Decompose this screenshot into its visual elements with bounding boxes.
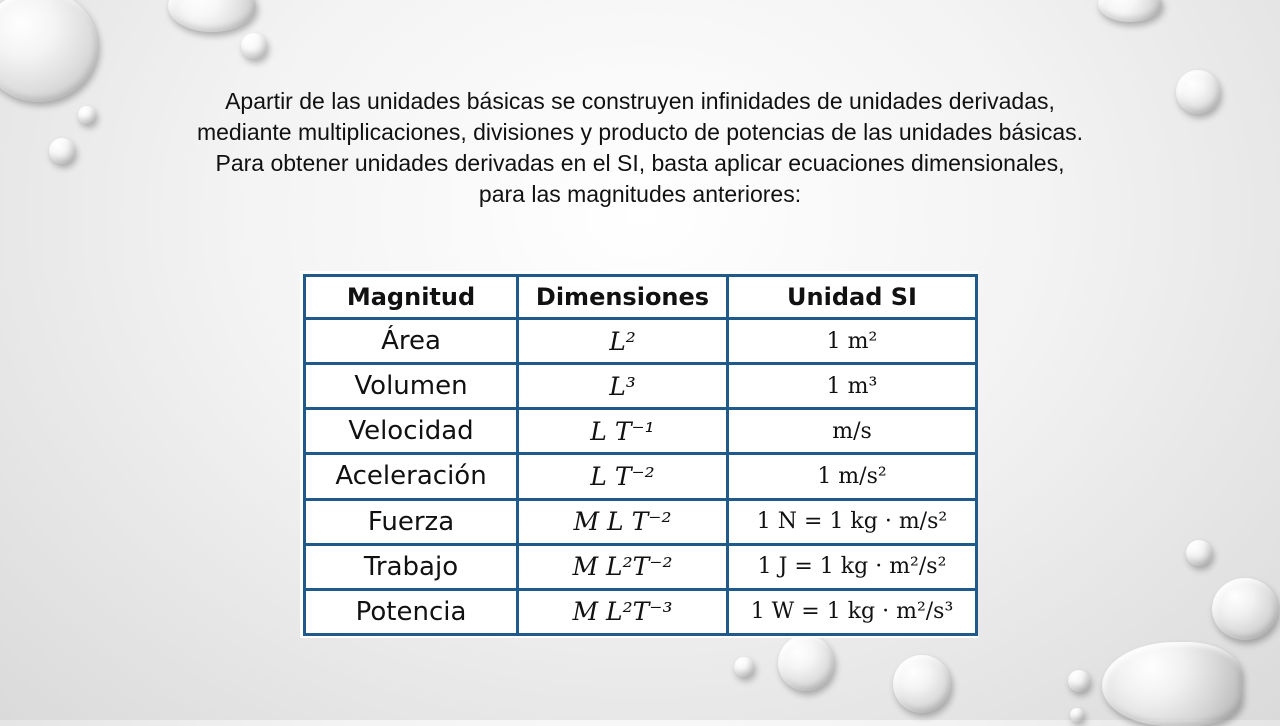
water-drop-decoration bbox=[734, 657, 754, 677]
water-drop-decoration bbox=[241, 33, 267, 59]
table-row bbox=[305, 409, 977, 454]
water-drop-decoration bbox=[1186, 540, 1212, 566]
water-drop-decoration bbox=[78, 106, 96, 124]
intro-paragraph: Para obtener unidades derivadas en el SI, basta aplicar ecuaciones dimensionales, para las magnitudes anteriores: bbox=[215, 150, 1065, 207]
cell-unidad: 1 m³ bbox=[728, 364, 977, 409]
cell-magnitud: Área bbox=[305, 319, 518, 364]
derived-units-table bbox=[303, 274, 978, 636]
header-magnitud: Magnitud bbox=[305, 276, 518, 319]
cell-magnitud: Trabajo bbox=[305, 544, 518, 589]
cell-dimensiones: M L T⁻² bbox=[518, 499, 728, 544]
cell-dimensiones: M L²T⁻² bbox=[518, 544, 728, 589]
water-drop-decoration bbox=[1176, 70, 1220, 114]
table-header-row bbox=[305, 276, 977, 319]
cell-unidad: 1 m/s² bbox=[728, 454, 977, 499]
cell-dimensiones: L² bbox=[518, 319, 728, 364]
header-dimensiones: Dimensiones bbox=[518, 276, 728, 319]
cell-unidad: m/s bbox=[728, 409, 977, 454]
cell-magnitud: Fuerza bbox=[305, 499, 518, 544]
water-drop-decoration bbox=[893, 655, 951, 713]
water-drop-decoration bbox=[49, 138, 75, 164]
table-row bbox=[305, 589, 977, 634]
water-drop-decoration bbox=[1102, 642, 1242, 726]
cell-dimensiones: M L²T⁻³ bbox=[518, 589, 728, 634]
cell-unidad: 1 N = 1 kg · m/s² bbox=[728, 499, 977, 544]
water-drop-decoration bbox=[1098, 0, 1162, 22]
water-drop-decoration bbox=[0, 0, 98, 102]
cell-magnitud: Velocidad bbox=[305, 409, 518, 454]
water-drop-decoration bbox=[1212, 578, 1278, 640]
cell-magnitud: Volumen bbox=[305, 364, 518, 409]
cell-unidad: 1 J = 1 kg · m²/s² bbox=[728, 544, 977, 589]
derived-units-table-card bbox=[300, 271, 978, 638]
intro-paragraph: Apartir de las unidades básicas se construyen infinidades de unidades derivadas, mediante multiplicaciones, divisiones y producto de potencias de las unidades básicas. bbox=[196, 88, 1084, 145]
header-unidad-si: Unidad SI bbox=[728, 276, 977, 319]
table-row bbox=[305, 499, 977, 544]
table-row bbox=[305, 454, 977, 499]
cell-magnitud: Aceleración bbox=[305, 454, 518, 499]
intro-text bbox=[190, 86, 1090, 210]
cell-dimensiones: L T⁻² bbox=[518, 454, 728, 499]
table-row bbox=[305, 364, 977, 409]
water-drop-decoration bbox=[168, 0, 256, 32]
table-row bbox=[305, 319, 977, 364]
cell-unidad: 1 W = 1 kg · m²/s³ bbox=[728, 589, 977, 634]
water-drop-decoration bbox=[778, 635, 834, 691]
cell-magnitud: Potencia bbox=[305, 589, 518, 634]
cell-dimensiones: L T⁻¹ bbox=[518, 409, 728, 454]
cell-dimensiones: L³ bbox=[518, 364, 728, 409]
table-row bbox=[305, 544, 977, 589]
cell-unidad: 1 m² bbox=[728, 319, 977, 364]
water-drop-decoration bbox=[1068, 670, 1090, 692]
